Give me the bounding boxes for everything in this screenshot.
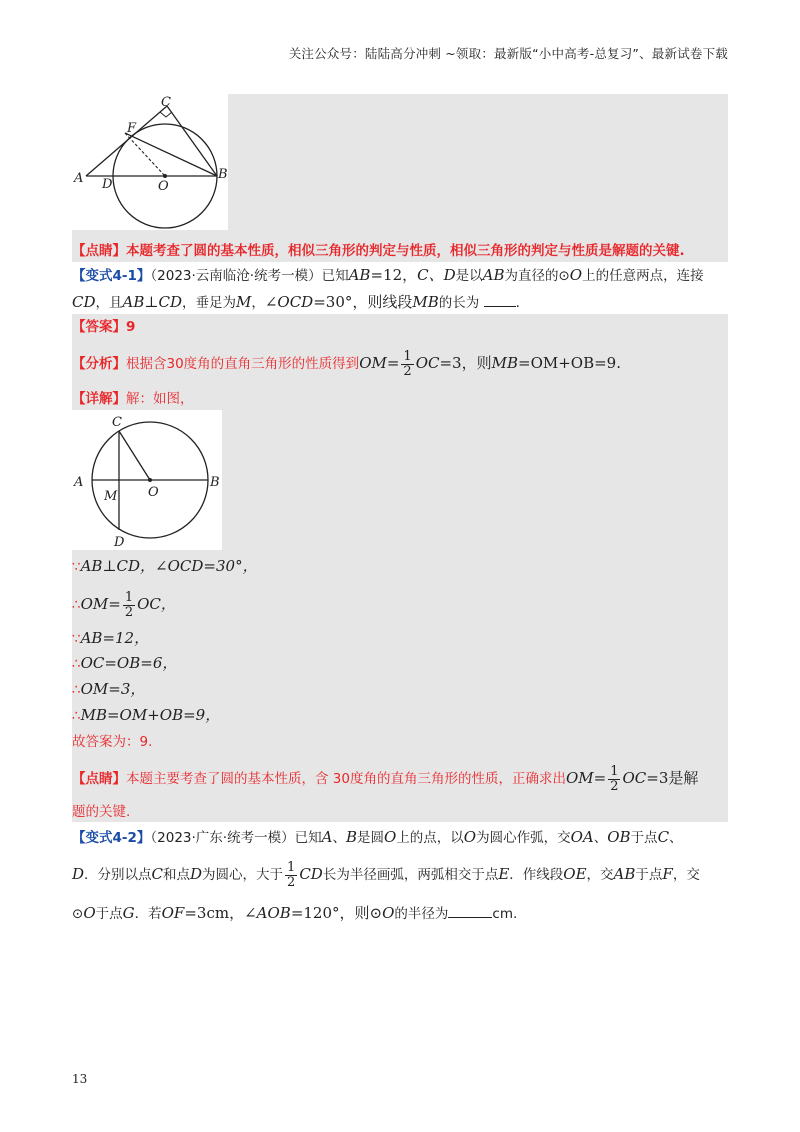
step-2: ∴OM= $\frac{1}{2}$ OC， (72, 589, 176, 620)
variant-4-1-line2: CD，且AB⊥CD，垂足为M，∠OCD=30°，则线段MB的长为 . (72, 293, 520, 311)
dianjing-2-line2: 题的关键. (72, 804, 131, 820)
label-A: A (74, 475, 84, 490)
label-F: F (127, 121, 137, 136)
label-C: C (161, 95, 171, 110)
variant-4-2-line2: D．分别以点C和点D为圆心，大于 $\frac{1}{2}$ CD长为半径画弧，两弧相交于点E．作线段OE，交AB于点F，交 (72, 859, 700, 890)
label-D: D (114, 535, 125, 550)
figure-1 (72, 94, 228, 230)
variant-4-2-line3: ⊙O于点G．若OF=3cm，∠AOB=120°，则⊙O的半径为 cm. (72, 904, 518, 922)
label-A: A (74, 171, 84, 186)
label-C: C (112, 415, 122, 430)
label-O: O (148, 485, 159, 500)
step-1: ∵AB⊥CD，∠OCD=30°， (72, 557, 258, 575)
label-M: M (104, 489, 118, 504)
answer-blank-2 (448, 917, 492, 918)
step-5: ∴OM=3， (72, 680, 146, 698)
step-4: ∴OC=OB=6， (72, 654, 178, 672)
analysis-4-1: 【分析】根据含30度角的直角三角形的性质得到OM= $\frac{1}{2}$ OC=3，则MB=OM+OB=9. (72, 348, 621, 379)
label-B: B (210, 475, 220, 490)
answer-blank-1 (484, 306, 516, 307)
variant-4-1-line1: 【变式4-1】（2023·云南临沧·统考一模）已知AB=12，C、D是以AB为直径的⊙O上的任意两点，连接 (72, 266, 704, 284)
conclusion-4-1: 故答案为：9. (72, 734, 153, 750)
figure-2-svg (72, 410, 222, 550)
step-3: ∵AB=12， (72, 629, 150, 647)
dianjing-1: 【点睛】本题考查了圆的基本性质，相似三角形的判定与性质，相似三角形的判定与性质是解题的关键. (72, 243, 685, 259)
figure-2 (72, 410, 222, 550)
page-header: 关注公众号：陆陆高分冲刺 ~领取：最新版“小中高考-总复习”、最新试卷下载 (288, 46, 728, 61)
step-6: ∴MB=OM+OB=9， (72, 706, 221, 724)
answer-4-1: 【答案】9 (72, 319, 136, 335)
figure-1-svg (72, 94, 228, 230)
variant-4-2-line1: 【变式4-2】（2023·广东·统考一模）已知A、B是圆O上的点，以O为圆心作弧，交OA、OB于点C、 (72, 828, 683, 846)
label-O: O (158, 179, 169, 194)
page-number: 13 (72, 1072, 88, 1086)
dianjing-2: 【点睛】本题主要考查了圆的基本性质，含 30度角的直角三角形的性质，正确求出OM= $\frac{1}{2}$ OC=3是解 (72, 763, 699, 794)
detail-4-1: 【详解】解：如图， (72, 391, 194, 407)
label-D: D (102, 177, 113, 192)
label-B: B (218, 167, 228, 182)
